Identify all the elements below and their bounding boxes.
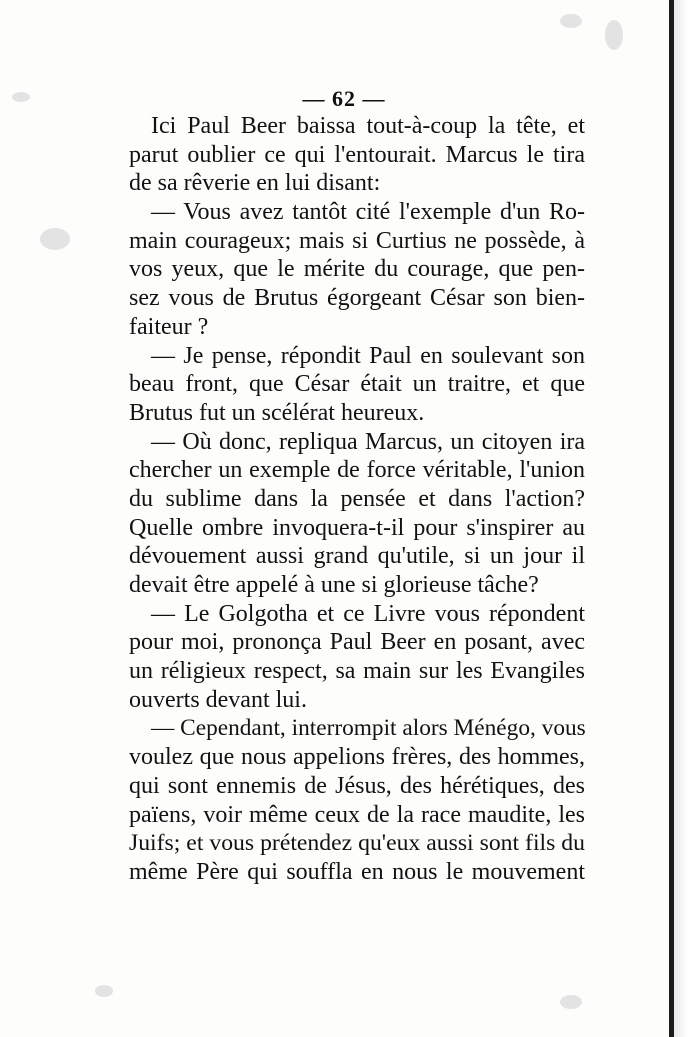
paper-speck (40, 228, 70, 250)
text-line: Quelle ombre invoquera-t-il pour s'inspirer au (129, 514, 585, 541)
body-text (129, 112, 585, 887)
page-gutter-shadow (674, 0, 688, 1037)
text-line: qui sont ennemis de Jésus, des hérétiques, des (129, 772, 585, 799)
paper-speck (95, 985, 113, 997)
text-line: main courageux; mais si Curtius ne possède, à (129, 227, 585, 254)
text-line: faiteur ? (129, 313, 209, 340)
text-line: sez vous de Brutus égorgeant César son bien- (129, 285, 585, 312)
text-line: — Le Golgotha et ce Livre vous répondent (151, 600, 585, 627)
page-number: — 62 — (302, 86, 386, 111)
text-line: — Cependant, interrompit alors Ménégo, vous (151, 715, 586, 742)
text-line: un réligieux respect, sa main sur les Evangiles (129, 658, 585, 685)
text-line: pour moi, prononça Paul Beer en posant, avec (129, 629, 585, 656)
text-line: — Vous avez tantôt cité l'exemple d'un Ro- (151, 199, 585, 226)
text-line: ouverts devant lui. (129, 686, 307, 713)
text-line: de sa rêverie en lui disant: (129, 170, 381, 197)
page-spine-edge (669, 0, 674, 1037)
paper-speck (605, 20, 623, 50)
text-line: Brutus fut un scélérat heureux. (129, 399, 425, 426)
text-line: devait être appelé à une si glorieuse tâche? (129, 572, 539, 598)
text-line: beau front, que César était un traitre, et que (129, 371, 585, 398)
text-line: voulez que nous appelions frères, des hommes, (129, 744, 585, 771)
text-line: païens, voir même ceux de la race maudite, les (129, 801, 585, 828)
text-line: parut oublier ce qui l'entourait. Marcus le tira (129, 141, 585, 168)
text-line: — Je pense, répondit Paul en soulevant son (151, 342, 585, 369)
text-line: du sublime dans la pensée et dans l'action? (129, 485, 585, 512)
text-line: — Où donc, repliqua Marcus, un citoyen ira (151, 428, 585, 455)
paper-speck (560, 995, 582, 1009)
text-line: Ici Paul Beer baissa tout-à-coup la tête, et (151, 113, 585, 139)
paper-speck (560, 14, 582, 28)
text-line: dévouement aussi grand qu'utile, si un jour il (129, 543, 585, 570)
text-line: Juifs; et vous prétendez qu'eux aussi sont fils du (129, 830, 585, 857)
text-line: chercher un exemple de force véritable, l'union (129, 457, 585, 484)
text-line: vos yeux, que le mérite du courage, que pen- (129, 256, 585, 283)
text-line: même Père qui souffla en nous le mouvement (129, 858, 585, 885)
